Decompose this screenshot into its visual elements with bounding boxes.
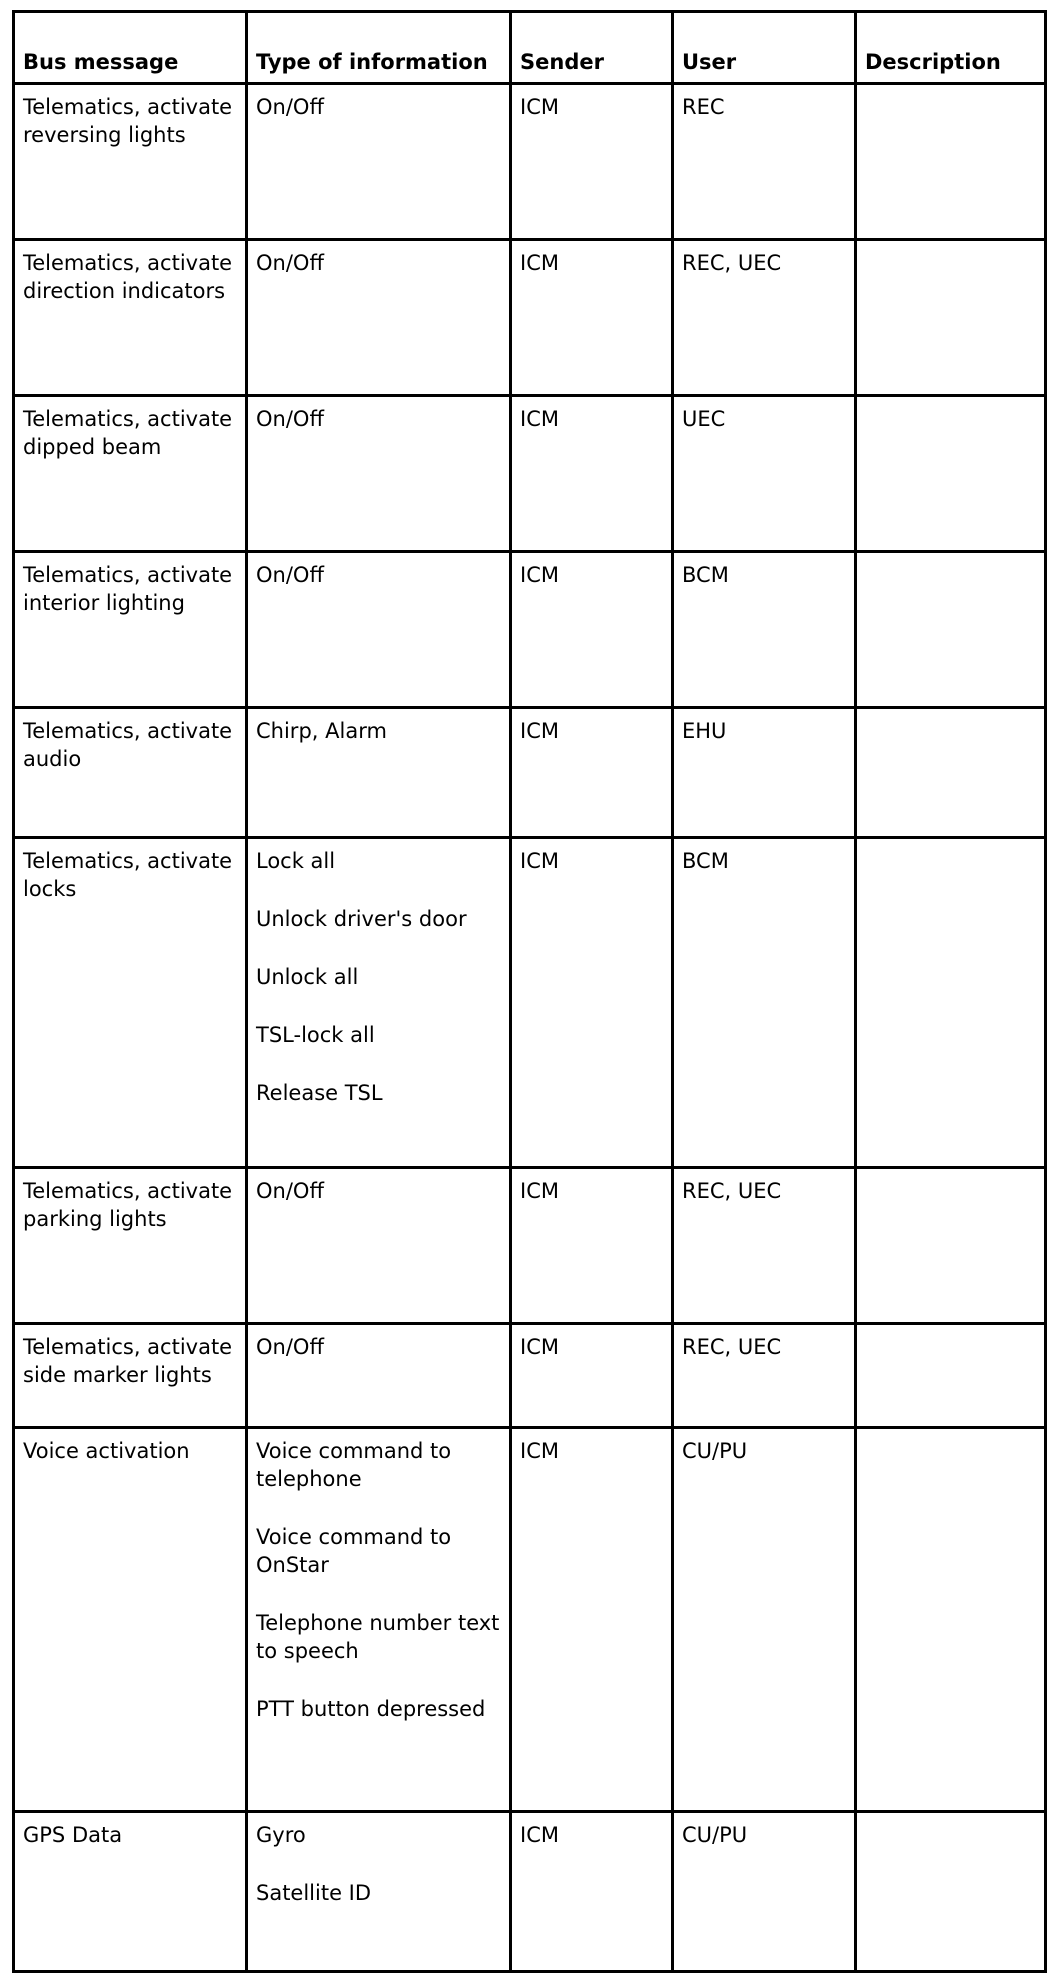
type-of-information-cell xyxy=(247,552,511,708)
bus-message-cell: Telematics, activate direction indicators xyxy=(14,240,247,396)
user-cell: BCM xyxy=(673,552,856,708)
user-cell: CU/PU xyxy=(673,1428,856,1812)
table-row xyxy=(14,84,1046,240)
sender-cell: ICM xyxy=(511,84,673,240)
sender-cell: ICM xyxy=(511,552,673,708)
header-type-of-information: Type of information xyxy=(247,12,511,84)
description-cell xyxy=(856,84,1046,240)
sender-cell: ICM xyxy=(511,396,673,552)
type-of-information-cell xyxy=(247,396,511,552)
type-of-information-cell xyxy=(247,84,511,240)
information-item: Lock all xyxy=(256,849,336,873)
information-item: Chirp, Alarm xyxy=(256,719,387,743)
description-cell xyxy=(856,1168,1046,1324)
information-item: On/Off xyxy=(256,1179,324,1203)
sender-cell: ICM xyxy=(511,708,673,838)
user-cell: CU/PU xyxy=(673,1812,856,1972)
user-cell: REC, UEC xyxy=(673,240,856,396)
bus-message-cell: Telematics, activate interior lighting xyxy=(14,552,247,708)
information-item: On/Off xyxy=(256,251,324,275)
bus-message-cell: Telematics, activate reversing lights xyxy=(14,84,247,240)
type-of-information-cell xyxy=(247,838,511,1168)
user-cell: REC, UEC xyxy=(673,1168,856,1324)
information-item: On/Off xyxy=(256,1335,324,1359)
information-item: TSL-lock all xyxy=(256,1023,375,1047)
table-row xyxy=(14,1168,1046,1324)
information-item: On/Off xyxy=(256,95,324,119)
bus-message-cell: Telematics, activate side marker lights xyxy=(14,1324,247,1428)
information-item: Satellite ID xyxy=(256,1881,372,1905)
description-cell xyxy=(856,838,1046,1168)
type-of-information-cell xyxy=(247,708,511,838)
information-item: Release TSL xyxy=(256,1081,383,1105)
bus-message-table xyxy=(12,10,1047,1973)
type-of-information-cell xyxy=(247,1812,511,1972)
bus-message-cell: Telematics, activate locks xyxy=(14,838,247,1168)
table-row xyxy=(14,838,1046,1168)
header-description: Description xyxy=(856,12,1046,84)
table-header-row xyxy=(14,12,1046,84)
table-row xyxy=(14,552,1046,708)
user-cell: UEC xyxy=(673,396,856,552)
header-bus-message: Bus message xyxy=(14,12,247,84)
sender-cell: ICM xyxy=(511,838,673,1168)
table-row xyxy=(14,396,1046,552)
user-cell: EHU xyxy=(673,708,856,838)
description-cell xyxy=(856,1812,1046,1972)
type-of-information-cell xyxy=(247,1324,511,1428)
sender-cell: ICM xyxy=(511,1428,673,1812)
type-of-information-cell xyxy=(247,1168,511,1324)
bus-message-cell: Telematics, activate parking lights xyxy=(14,1168,247,1324)
user-cell: REC xyxy=(673,84,856,240)
header-sender: Sender xyxy=(511,12,673,84)
header-user: User xyxy=(673,12,856,84)
bus-message-cell: GPS Data xyxy=(14,1812,247,1972)
table-row xyxy=(14,1812,1046,1972)
description-cell xyxy=(856,552,1046,708)
description-cell xyxy=(856,1324,1046,1428)
user-cell: BCM xyxy=(673,838,856,1168)
information-item: Voice command to OnStar xyxy=(256,1525,452,1577)
information-item: Voice command to telephone xyxy=(256,1439,452,1491)
sender-cell: ICM xyxy=(511,1324,673,1428)
description-cell xyxy=(856,1428,1046,1812)
table-row xyxy=(14,1428,1046,1812)
information-item: Telephone number text to speech xyxy=(256,1611,500,1663)
bus-message-cell: Telematics, activate dipped beam xyxy=(14,396,247,552)
table-row xyxy=(14,708,1046,838)
table-row xyxy=(14,1324,1046,1428)
sender-cell: ICM xyxy=(511,1168,673,1324)
type-of-information-cell xyxy=(247,240,511,396)
information-item: Unlock driver's door xyxy=(256,907,467,931)
sender-cell: ICM xyxy=(511,1812,673,1972)
type-of-information-cell xyxy=(247,1428,511,1812)
information-item: PTT button depressed xyxy=(256,1697,486,1721)
bus-message-cell: Telematics, activate audio xyxy=(14,708,247,838)
information-item: On/Off xyxy=(256,407,324,431)
table-row xyxy=(14,240,1046,396)
user-cell: REC, UEC xyxy=(673,1324,856,1428)
information-item: Gyro xyxy=(256,1823,306,1847)
bus-message-cell: Voice activation xyxy=(14,1428,247,1812)
information-item: Unlock all xyxy=(256,965,359,989)
information-item: On/Off xyxy=(256,563,324,587)
description-cell xyxy=(856,240,1046,396)
sender-cell: ICM xyxy=(511,240,673,396)
table-body xyxy=(14,84,1046,1972)
description-cell xyxy=(856,396,1046,552)
description-cell xyxy=(856,708,1046,838)
